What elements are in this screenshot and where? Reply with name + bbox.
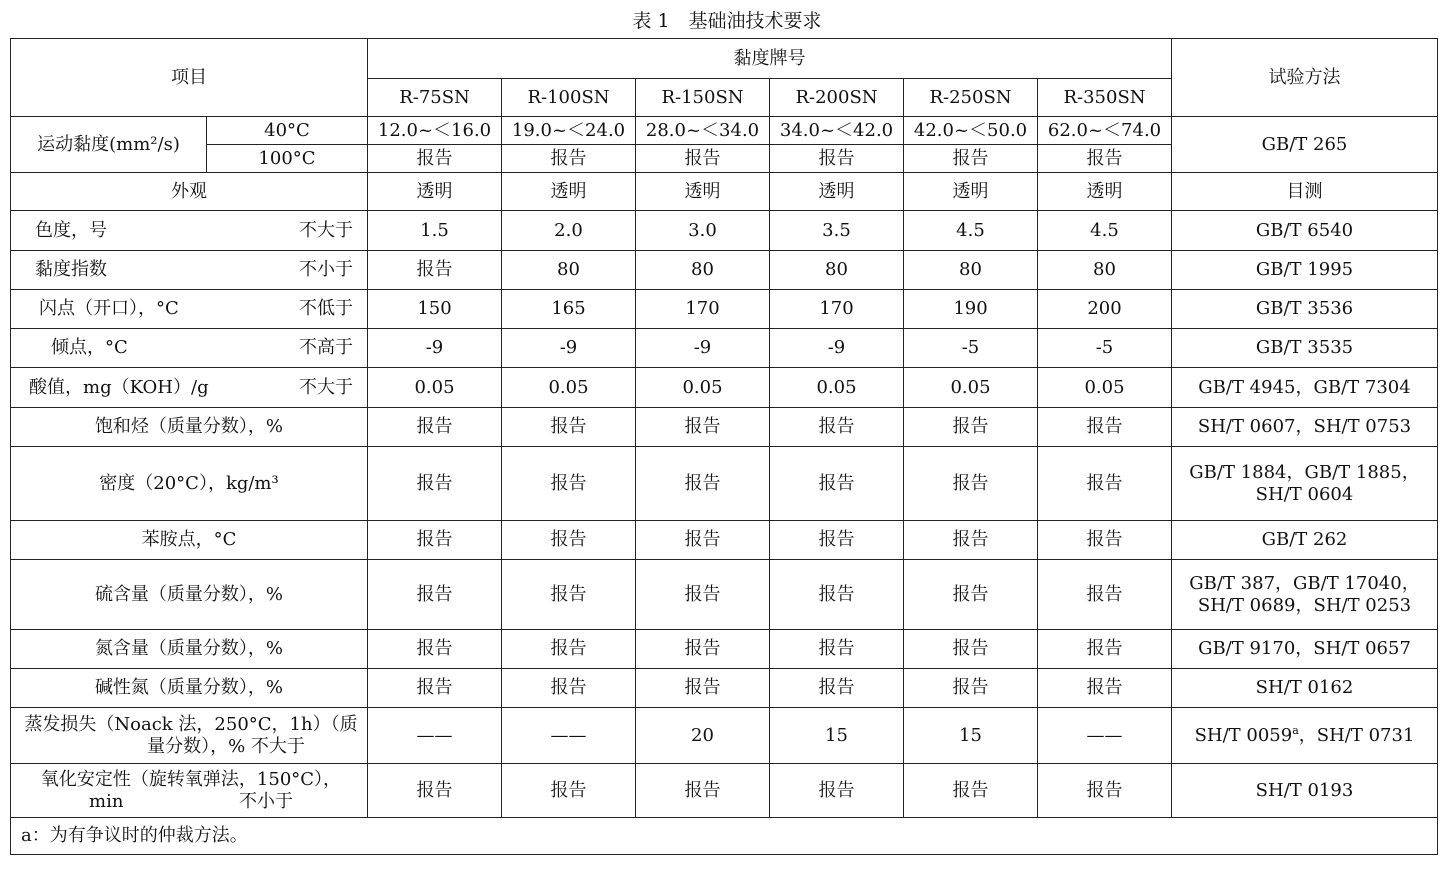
table-row	[11, 669, 1438, 708]
row-method-cell	[1172, 447, 1438, 521]
table-row	[11, 173, 1438, 211]
row-method-cell	[1172, 560, 1438, 630]
grade-header: R-200SN	[770, 79, 904, 117]
row-label-line-2: 量分数），% 不大于	[147, 735, 305, 757]
table-cell: 80	[502, 251, 636, 290]
row-method: GB/T 3535	[1172, 329, 1438, 368]
table-cell: 0.05	[502, 368, 636, 408]
table-cell: -5	[1038, 329, 1172, 368]
table-cell: 4.5	[1038, 211, 1172, 251]
table-cell: 报告	[368, 630, 502, 669]
table-cell: 15	[770, 708, 904, 764]
table-cell: 2.0	[502, 211, 636, 251]
table-cell: 报告	[770, 560, 904, 630]
row-method: SH/T 0193	[1172, 764, 1438, 818]
row-label-wrap	[15, 220, 363, 242]
table-cell: ——	[368, 708, 502, 764]
table-cell: 报告	[502, 560, 636, 630]
table-cell: 报告	[636, 521, 770, 560]
row-method-post: ，SH/T 0731	[1298, 724, 1415, 746]
table-cell: 报告	[636, 764, 770, 818]
table-cell: 报告	[502, 145, 636, 173]
row-label-cell	[11, 251, 368, 290]
table-cell: -9	[368, 329, 502, 368]
row-limit: 不小于	[299, 259, 353, 280]
row-label-cell	[11, 290, 368, 329]
table-cell: 报告	[368, 447, 502, 521]
table-row	[11, 329, 1438, 368]
table-cell: -9	[770, 329, 904, 368]
row-method: SH/T 0162	[1172, 669, 1438, 708]
table-cell: 报告	[1038, 408, 1172, 447]
table-row	[11, 560, 1438, 630]
table-cell: 报告	[368, 251, 502, 290]
footnote: a：为有争议时的仲裁方法。	[11, 818, 1438, 855]
header-item: 项目	[11, 39, 368, 117]
table-cell: 报告	[770, 145, 904, 173]
row-label: 密度（20°C），kg/m³	[11, 447, 368, 521]
table-cell: 报告	[1038, 447, 1172, 521]
row-method: GB/T 1995	[1172, 251, 1438, 290]
table-cell: 报告	[636, 145, 770, 173]
table-cell: 报告	[904, 560, 1038, 630]
table-cell: 报告	[904, 669, 1038, 708]
table-cell: 3.5	[770, 211, 904, 251]
table-cell: 报告	[368, 521, 502, 560]
header-row-1	[11, 39, 1438, 79]
table-cell: 0.05	[770, 368, 904, 408]
row-label-unit: min	[89, 790, 124, 812]
viscosity-label: 运动黏度(mm²/s)	[11, 117, 207, 173]
row-label: 外观	[11, 173, 368, 211]
table-cell: 报告	[770, 764, 904, 818]
table-cell: 报告	[636, 669, 770, 708]
table-cell: 报告	[770, 447, 904, 521]
row-method-pre: SH/T 0059	[1194, 724, 1293, 746]
grade-header: R-350SN	[1038, 79, 1172, 117]
row-label: 闪点（开口），°C	[39, 298, 179, 319]
table-cell: -9	[636, 329, 770, 368]
table-cell: 15	[904, 708, 1038, 764]
table-cell: 80	[636, 251, 770, 290]
row-label-wrap	[15, 298, 363, 320]
table-cell: 170	[636, 290, 770, 329]
row-method-line-2: SH/T 0604	[1255, 483, 1354, 505]
table-row	[11, 630, 1438, 669]
table-cell: 42.0~＜50.0	[904, 117, 1038, 145]
row-label: 碱性氮（质量分数），%	[11, 669, 368, 708]
row-label: 饱和烃（质量分数），%	[11, 408, 368, 447]
table-row	[11, 764, 1438, 818]
table-cell: 透明	[770, 173, 904, 211]
table-cell: 报告	[368, 560, 502, 630]
table-cell: 165	[502, 290, 636, 329]
table-cell: 190	[904, 290, 1038, 329]
row-label-cell	[11, 764, 368, 818]
row-method-line-1: GB/T 387，GB/T 17040，	[1189, 572, 1420, 594]
table-cell: 报告	[636, 447, 770, 521]
table-cell: 20	[636, 708, 770, 764]
grade-header: R-75SN	[368, 79, 502, 117]
row-label-line-2	[19, 791, 363, 813]
row-method: SH/T 0607，SH/T 0753	[1172, 408, 1438, 447]
table-cell: 19.0~＜24.0	[502, 117, 636, 145]
row-label: 色度，号	[35, 219, 107, 241]
spec-table	[10, 38, 1438, 855]
table-cell: 28.0~＜34.0	[636, 117, 770, 145]
row-label-wrap	[15, 377, 363, 399]
row-label-cell	[11, 329, 368, 368]
header-grade-group: 黏度牌号	[368, 39, 1172, 79]
table-cell: 200	[1038, 290, 1172, 329]
viscosity-sub-40: 40°C	[207, 117, 368, 145]
row-label: 倾点，°C	[51, 337, 128, 358]
table-cell: 0.05	[636, 368, 770, 408]
table-cell: 透明	[502, 173, 636, 211]
table-cell: 0.05	[1038, 368, 1172, 408]
grade-header: R-150SN	[636, 79, 770, 117]
row-label-cell	[11, 211, 368, 251]
row-method-cell	[1172, 708, 1438, 764]
table-row	[11, 290, 1438, 329]
grade-header: R-250SN	[904, 79, 1038, 117]
row-method: GB/T 4945，GB/T 7304	[1172, 368, 1438, 408]
table-cell: 150	[368, 290, 502, 329]
table-cell: 报告	[770, 408, 904, 447]
table-cell: 报告	[1038, 764, 1172, 818]
table-cell: 170	[770, 290, 904, 329]
table-cell: 报告	[502, 521, 636, 560]
table-cell: 报告	[636, 408, 770, 447]
row-limit: 不大于	[299, 376, 353, 398]
table-row	[11, 408, 1438, 447]
table-cell: 报告	[904, 764, 1038, 818]
row-label-wrap	[15, 337, 363, 359]
table-row	[11, 708, 1438, 764]
row-method: GB/T 262	[1172, 521, 1438, 560]
table-cell: 0.05	[368, 368, 502, 408]
table-cell: 报告	[770, 669, 904, 708]
table-row	[11, 521, 1438, 560]
table-cell: 报告	[368, 145, 502, 173]
viscosity-row-40	[11, 117, 1438, 145]
table-cell: 报告	[368, 408, 502, 447]
row-label: 黏度指数	[35, 259, 107, 280]
table-cell: ——	[502, 708, 636, 764]
row-label-cell	[11, 368, 368, 408]
row-method: GB/T 6540	[1172, 211, 1438, 251]
table-cell: 报告	[1038, 669, 1172, 708]
table-cell: 0.05	[904, 368, 1038, 408]
table-cell: -5	[904, 329, 1038, 368]
table-row	[11, 447, 1438, 521]
row-limit: 不高于	[299, 337, 353, 358]
viscosity-sub-100: 100°C	[207, 145, 368, 173]
table-row	[11, 368, 1438, 408]
row-method-line-2: SH/T 0689，SH/T 0253	[1197, 594, 1412, 616]
header-test-method: 试验方法	[1172, 39, 1438, 117]
row-label-line-1: 蒸发损失（Noack 法，250°C，1h）（质	[24, 713, 358, 735]
table-cell: 报告	[502, 630, 636, 669]
footnote-marker: a	[1292, 723, 1299, 737]
table-cell: 报告	[1038, 560, 1172, 630]
row-limit: 不低于	[299, 298, 353, 319]
table-cell: 报告	[1038, 630, 1172, 669]
row-label: 苯胺点，°C	[11, 521, 368, 560]
row-label-wrap	[15, 259, 363, 281]
table-caption: 表 1 基础油技术要求	[632, 10, 822, 32]
row-label-cell	[11, 708, 368, 764]
table-cell: 80	[1038, 251, 1172, 290]
row-label: 酸值，mg（KOH）/g	[29, 376, 209, 398]
row-method: GB/T 9170，SH/T 0657	[1172, 630, 1438, 669]
table-cell: 透明	[636, 173, 770, 211]
table-cell: 报告	[1038, 521, 1172, 560]
table-cell: 12.0~＜16.0	[368, 117, 502, 145]
table-cell: 80	[770, 251, 904, 290]
table-cell: 报告	[904, 630, 1038, 669]
row-label: 硫含量（质量分数），%	[11, 560, 368, 630]
row-method: 目测	[1172, 173, 1438, 211]
table-row	[11, 251, 1438, 290]
row-label-line-1: 氧化安定性（旋转氧弹法，150°C），	[40, 768, 342, 790]
table-cell: 报告	[904, 521, 1038, 560]
table-cell: 报告	[904, 447, 1038, 521]
table-cell: -9	[502, 329, 636, 368]
table-cell: 报告	[502, 408, 636, 447]
grade-header: R-100SN	[502, 79, 636, 117]
row-label: 氮含量（质量分数），%	[11, 630, 368, 669]
table-cell: 34.0~＜42.0	[770, 117, 904, 145]
table-cell: 报告	[770, 630, 904, 669]
table-cell: 3.0	[636, 211, 770, 251]
table-cell: 透明	[904, 173, 1038, 211]
row-method-line-1: GB/T 1884，GB/T 1885，	[1189, 461, 1420, 483]
table-cell: 62.0~＜74.0	[1038, 117, 1172, 145]
table-cell: ——	[1038, 708, 1172, 764]
table-cell: 报告	[636, 630, 770, 669]
table-row	[11, 211, 1438, 251]
table-cell: 报告	[502, 447, 636, 521]
table-cell: 报告	[502, 764, 636, 818]
table-cell: 报告	[770, 521, 904, 560]
table-cell: 报告	[368, 669, 502, 708]
footnote-row	[11, 818, 1438, 855]
table-cell: 报告	[904, 145, 1038, 173]
table-cell: 1.5	[368, 211, 502, 251]
table-cell: 透明	[368, 173, 502, 211]
table-cell: 4.5	[904, 211, 1038, 251]
row-method: GB/T 3536	[1172, 290, 1438, 329]
row-limit: 不大于	[299, 219, 353, 241]
table-cell: 透明	[1038, 173, 1172, 211]
table-cell: 80	[904, 251, 1038, 290]
table-cell: 报告	[904, 408, 1038, 447]
table-cell: 报告	[1038, 145, 1172, 173]
table-cell: 报告	[368, 764, 502, 818]
table-cell: 报告	[636, 560, 770, 630]
row-limit: 不小于	[239, 790, 293, 812]
table-cell: 报告	[502, 669, 636, 708]
viscosity-method: GB/T 265	[1172, 117, 1438, 173]
